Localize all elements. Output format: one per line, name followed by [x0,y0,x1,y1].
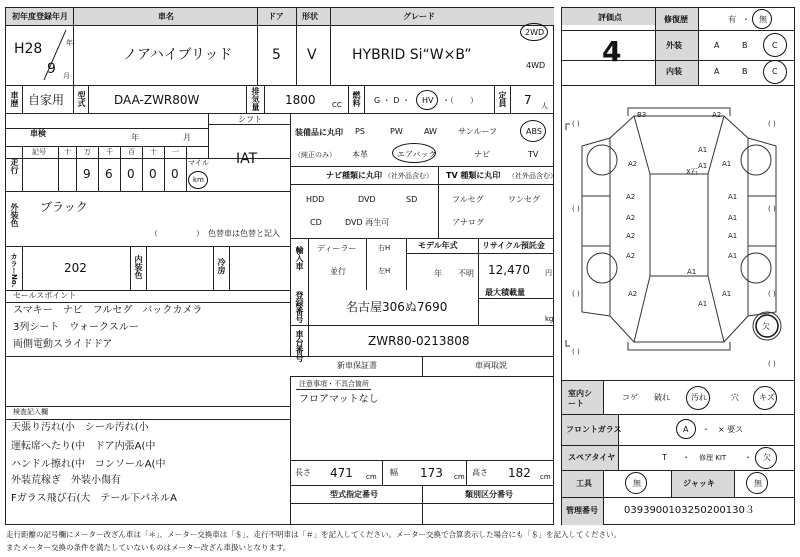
month-value: 9 [47,61,56,77]
color-value: ブラック [40,200,88,214]
mileage-unit-4: 百 [128,148,135,156]
mark-a1-door4: A1 [728,252,738,260]
color-note: 色替車は色替と記入 [208,229,280,238]
tv-oneseg: ワンセグ [508,195,540,204]
equip-airbag: エアバック [397,150,437,159]
use-value: 自家用 [28,93,65,107]
displacement-label: 排気量 [251,87,260,111]
exterior-c-circle [763,33,787,57]
exterior-b: B [742,41,748,50]
drive-4wd: 4WD [526,61,546,70]
management-value: 0393900103250200130３ [624,505,755,516]
mileage-label: 走行 [10,158,19,174]
repair-no: 無 [759,15,767,24]
mark-a2-door1: A2 [626,193,636,201]
height-label: 高さ [472,468,488,477]
mileage-digit-1: 9 [83,167,91,181]
fuel-selected-circle [416,90,438,110]
capacity-unit: 人 [541,102,548,110]
jack-label: ジャッキ [683,479,715,488]
shape-value: V [307,47,317,63]
fuel-options: G ・ D ・ [374,96,410,105]
mark-a2-door3: A2 [626,232,636,240]
shift-label: シフト [238,115,262,124]
color-no-value: 202 [64,261,87,275]
capacity-value: 7 [524,93,532,107]
footer-line-1: 走行距離の記号欄にメーター改ざん車は「＊」、メーター交換車は「＄」、走行不明車は「＃」を記入してください。メーター交換で合算表示した場合にも「＄」を記入してください。 [6,530,621,539]
sheet-scratch-circle [753,386,777,410]
displacement-unit: CC [332,101,342,109]
mark-paren-4: ( ) [768,205,776,213]
length-value: 471 [330,466,353,480]
airbag-circle [392,143,436,163]
mileage-digit-3: 0 [127,167,135,181]
navi-sd: SD [406,195,418,204]
tools-label: 工具 [576,479,592,488]
equip-leather: 本革 [352,150,368,159]
month-unit: 月 [63,72,70,80]
navi-hdd: HDD [306,195,325,204]
color-paren-open: （ [150,229,158,238]
width-unit: cm [454,473,465,481]
mark-paren-6: ( ) [768,290,776,298]
import-right-h: 右H [378,244,391,252]
equip-abs: ABS [526,127,542,136]
interior-c: C [772,67,778,76]
mark-a1-door3: A1 [728,232,738,240]
navi-sub: （社外品含む） [384,172,433,180]
class-designation-label: 類別区分番号 [465,490,513,499]
mileage-unit-6: 一 [172,148,179,156]
mark-a1-rear-right: A1 [722,290,732,298]
import-parallel: 並行 [330,267,346,276]
sales-line-2: 3列シート ウォークスルー [13,322,139,333]
front-glass-circle [676,419,696,439]
mark-paren-5: ( ) [572,290,580,298]
mileage-unit-3: 千 [106,148,113,156]
mark-paren-8: ( ) [768,360,776,368]
tools-circle [625,472,647,494]
grade-value: HYBRID Si“W×B” [352,47,472,63]
repair-label: 修復歴 [664,15,688,24]
equip-pw: PW [390,127,403,136]
mileage-digit-5: 0 [171,167,179,181]
mark-spare-missing: 欠 [762,322,770,331]
width-label: 幅 [390,468,398,477]
spare-selected: 欠 [763,453,771,462]
inspection-label: 車検 [30,129,46,138]
inspection-note-5: Fガラス飛び石(大 テール下パネルA [11,493,177,504]
mark-a2-door4: A2 [626,252,636,260]
km-circle [188,171,208,189]
score-value: 4 [602,35,622,68]
color-label: 外装色 [10,203,19,227]
inspection-year-unit: 年 [131,133,139,142]
inspection-month-unit: 月 [183,133,191,142]
new-car-warranty: 新車保証書 [337,361,377,370]
grade-label: グレード [403,12,435,21]
interior-b: B [742,67,748,76]
vehicle-manual: 車両取説 [475,361,507,370]
import-dealer: ディーラー [317,244,357,253]
jack-circle [746,472,768,494]
recycle-value: 12,470 [488,263,530,277]
spare-selected-circle [755,447,777,469]
sales-point-label: セールスポイント [13,291,77,300]
tools-value: 無 [633,479,641,488]
car-damage-diagram [562,86,795,380]
model-year-value: 不明 [458,269,474,278]
sheet-burn: コゲ [622,393,638,402]
equipment-title: 装備品に丸印 [295,128,343,137]
mark-a1-hood: A1 [698,146,708,154]
mileage-digit-4: 0 [149,167,157,181]
mile-label: マイル [188,159,209,167]
navi-dvd: DVD [358,195,376,204]
fuel-selected: HV [422,96,434,105]
model-label: 型式 [77,91,86,107]
footer-line-2: またメーター交換の条件を満たしていないものはメーター改ざん車扱いとなります。 [6,543,291,552]
mark-a2-top: A2 [712,111,722,119]
sheet-scratch: キズ [759,393,775,402]
interior-sheet-label: 室内シート [568,389,592,408]
mark-a2-rear-left: A2 [628,290,638,298]
notes-label: 注意事項・不具合箇所 [299,380,369,388]
height-value: 182 [508,466,531,480]
max-load-label: 最大積載量 [485,288,525,297]
mark-a1-door2: A1 [728,214,738,222]
year-unit: 年 [66,39,73,47]
displacement-value: 1800 [285,93,316,107]
mark-paren-3: ( ) [572,205,580,213]
capacity-label: 定員 [498,91,507,107]
shape-label: 形状 [302,12,318,21]
length-label: 長さ [295,468,311,477]
shift-value: IAT [236,151,258,167]
score-label: 評価点 [598,13,622,22]
year-label: 初年度登録年月 [12,12,68,21]
equip-aw: AW [424,127,437,136]
spare-repair-kit: 修理 KIT [699,454,727,462]
spare-sep1: ・ [682,453,690,462]
mark-a2-left: A2 [628,160,638,168]
jack-value: 無 [754,479,762,488]
abs-circle [520,120,546,142]
sales-line-3: 両側電動スライドドア [13,339,113,350]
model-value: DAA-ZWR80W [114,93,200,107]
interior-color-label: 内装色 [134,255,143,279]
inspection-notes-label: 検査記入欄 [13,408,48,416]
color-paren-close: ） [196,229,204,238]
inspection-note-1: 天張り汚れ(小 シール汚れ(小 [11,422,149,433]
front-glass-selected: A [683,425,689,434]
max-load-unit: kg [545,315,554,323]
front-glass-rest: ・ × 要ス [702,425,744,434]
repair-sep: ・ [742,15,750,24]
mark-a1-right: A1 [722,160,732,168]
mileage-unit-2: 万 [84,148,91,156]
tv-analog: アナログ [452,218,484,227]
chassis-label: 車台番号 [295,330,304,362]
model-year-unit: 年 [434,269,442,278]
mark-a1-door1: A1 [728,193,738,201]
door-value: 5 [272,47,281,63]
front-glass-label: フロントガラス [566,425,622,434]
name-label: 車名 [158,12,174,21]
drive-2wd: 2WD [525,28,545,37]
tv-title: TV 種類に丸印 [446,171,501,180]
chassis-value: ZWR80-0213808 [368,334,470,348]
navi-cd: CD [310,218,322,227]
equipment-sub: （純正のみ） [294,151,336,159]
recycle-label: リサイクル預託金 [482,241,545,250]
mileage-unit-1: 十 [64,148,71,156]
sheet-stain: 汚れ [691,393,707,402]
width-value: 173 [420,466,443,480]
management-label: 管理番号 [566,506,598,515]
year-value: H28 [14,41,43,57]
registration-label: 登録番号 [295,291,304,323]
mileage-digit-2: 6 [105,167,113,181]
exterior-a: A [714,41,720,50]
color-no-label: カラーNo. [10,253,18,288]
inspection-note-3: ハンドル擦れ(中 コンソールA(中 [11,459,166,470]
exterior-label: 外装 [666,41,682,50]
equip-sunroof: サンルーフ [458,127,497,136]
type-designation-label: 型式指定番号 [330,490,378,499]
interior-a: A [714,67,720,76]
use-label: 車歴 [10,91,19,107]
tv-sub: （社外品含む） [508,172,557,180]
recycle-unit: 円 [545,269,552,277]
mark-a1-hood2: A1 [698,162,708,170]
mark-paren-7: ( ) [572,348,580,356]
drive-2wd-circle [520,23,548,41]
mark-paren-2: ( ) [768,120,776,128]
fuel-label: 燃料 [352,91,361,107]
notes-value: フロアマットなし [299,394,379,405]
sheet-hole: 穴 [731,393,739,402]
import-label: 輸入車 [295,246,304,270]
repair-yes: 有 [728,15,736,24]
mark-a2-door2: A2 [626,214,636,222]
spare-tire-label: スペアタイヤ [568,453,616,462]
mark-a1-rear2: A1 [698,300,708,308]
repair-no-circle [752,9,772,29]
height-unit: cm [540,473,551,481]
inspection-note-4: 外装荒稼ぎ 外装小傷有 [11,475,121,486]
navi-dvd-play: DVD 再生可 [345,218,390,227]
exterior-c: C [772,41,778,50]
mileage-unit-0: 記号 [32,148,46,156]
mark-a1-rear: A1 [687,268,697,276]
equip-ps: PS [355,127,365,136]
car-name: ノアハイブリッド [123,47,233,63]
navi-title: ナビ種類に丸印 [326,171,382,180]
sheet-tear: 破れ [654,393,670,402]
door-label: ドア [268,12,284,21]
spare-t: T [662,453,667,462]
interior-label: 内装 [666,67,682,76]
mark-xishi: X石 [686,168,698,176]
mark-paren-1: ( ) [572,120,580,128]
equip-navi: ナビ [474,150,490,159]
fuel-paren: ・（ ） [442,96,478,105]
inspection-note-2: 運転席へたり(中 ドア内張A(中 [11,441,156,452]
equip-tv: TV [528,150,539,159]
interior-c-circle [763,60,787,84]
mileage-unit-selected: km [193,176,204,184]
sales-line-1: スマキー ナビ フルセグ バックカメラ [13,305,203,316]
registration-value: 名古屋306ぬ7690 [346,300,448,314]
sheet-stain-circle [686,386,710,410]
model-year-label: モデル年式 [418,241,458,250]
cooler-label: 冷房 [217,258,226,274]
import-left-h: 左H [378,267,391,275]
mark-b3: B3 [637,111,647,119]
spare-sep2: ・ [744,453,752,462]
length-unit: cm [366,473,377,481]
tv-fullseg: フルセグ [452,195,484,204]
mileage-unit-5: 十 [150,148,157,156]
